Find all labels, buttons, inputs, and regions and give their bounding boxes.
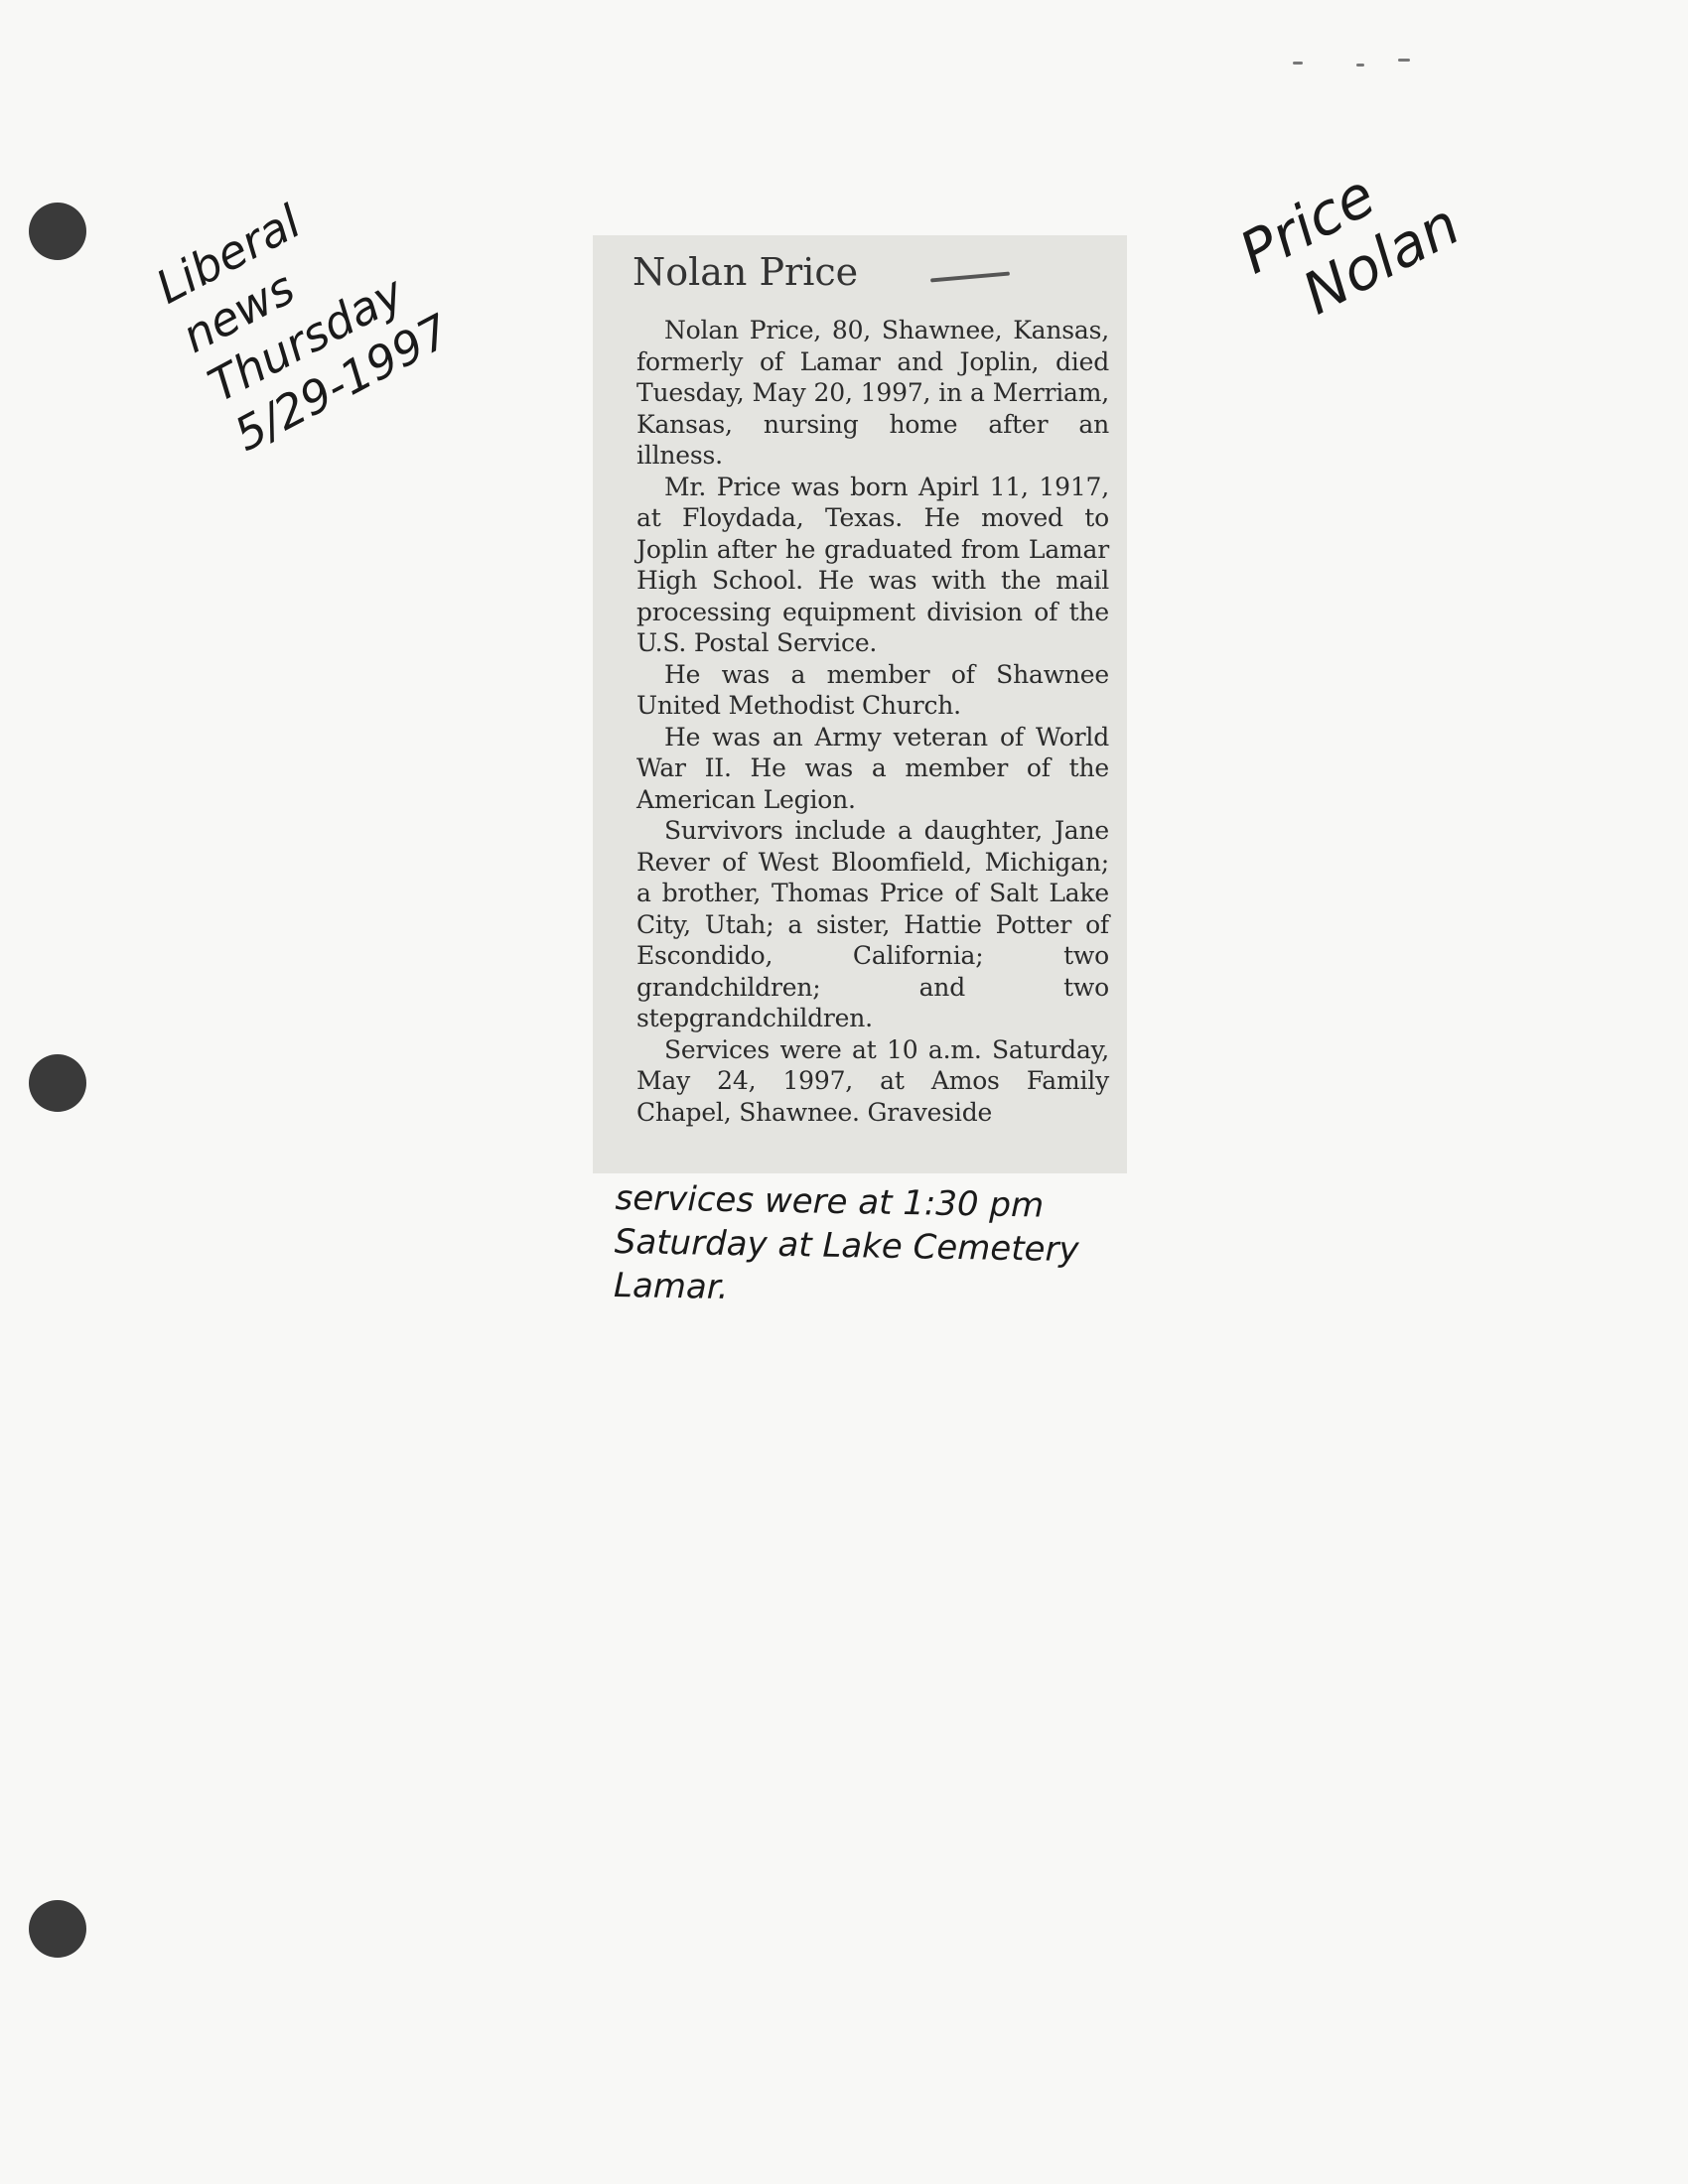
obituary-paragraph: Mr. Price was born Apirl 11, 1917, at Floydada, Texas. He moved to Joplin after he graduated from Lamar High School. He was with the mail processing equipment division of the U.S. Postal Service. [636,472,1109,657]
handwritten-name-note: Price Nolan [1228,161,1471,345]
handwritten-service-note: services were at 1:30 pm Saturday at Lake Cemetery Lamar. [613,1177,1079,1307]
obituary-clipping [593,235,1127,1173]
punch-hole-bottom [29,1900,86,1958]
punch-hole-top [29,203,86,260]
scan-speck [1398,59,1410,62]
handwritten-source-note: Liberal news Thursday 5/29-1997 [147,194,459,462]
punch-hole-middle [29,1054,86,1112]
title-pen-mark [930,272,1010,283]
obituary-paragraph: Nolan Price, 80, Shawnee, Kansas, formerly of Lamar and Joplin, died Tuesday, May 20, 1997, in a Merriam, Kansas, nursing home after an illness. [636,316,1109,470]
obituary-title-text: Nolan Price [633,250,859,294]
obituary-paragraph: He was a member of Shawnee United Methodist Church. [636,659,1109,720]
scan-speck [1356,64,1364,67]
scan-speck [1293,62,1303,65]
obituary-paragraph: Survivors include a daughter, Jane Rever of West Bloomfield, Michigan; a brother, Thomas Price of Salt Lake City, Utah; a sister, Hattie Potter of Escondido, California; two grandchildren; and two stepgrandchildren. [636,816,1109,1032]
obituary-paragraph: Services were at 10 a.m. Saturday, May 24, 1997, at Amos Family Chapel, Shawnee. Graveside [636,1034,1109,1127]
obituary-title [633,247,1109,297]
obituary-paragraph: He was an Army veteran of World War II. He was a member of the American Legion. [636,722,1109,814]
